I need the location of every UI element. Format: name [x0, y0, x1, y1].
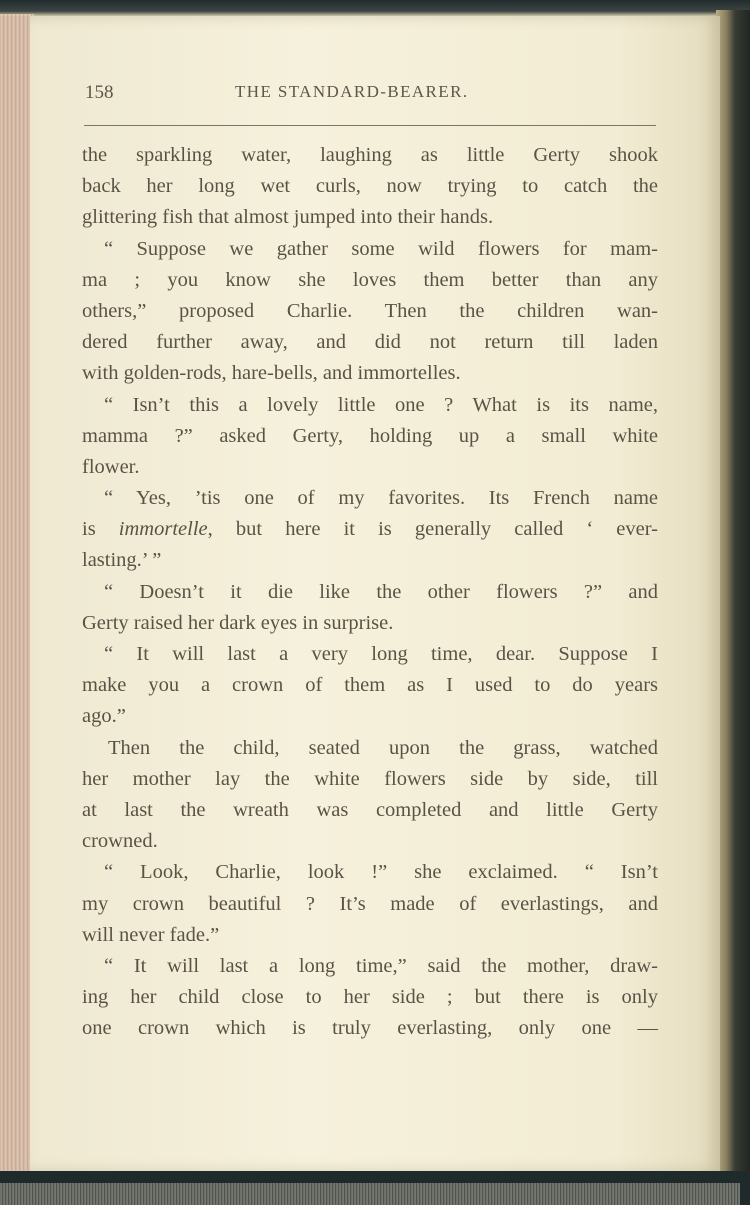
text-line: her mother lay the white flowers side by side, till: [82, 767, 658, 790]
text-line: others,” proposed Charlie. Then the children wan-: [82, 299, 658, 322]
page-header: [55, 82, 655, 112]
text-line: [82, 514, 658, 545]
text-line: glittering fish that almost jumped into their hands.: [82, 206, 494, 229]
header-rule: [84, 125, 656, 126]
text-line: mamma ?” asked Gerty, holding up a small white: [82, 424, 658, 447]
body-text: [82, 140, 658, 1044]
text-line: the sparkling water, laughing as little Gerty shook: [82, 144, 658, 166]
text-line: Gerty raised her dark eyes in surprise.: [82, 611, 394, 634]
text-line: “ Isn’t this a lovely little one ? What is its name,: [104, 393, 658, 416]
text-segment: , but here it is generally called ‘ ever-: [207, 518, 658, 541]
text-line: “ Look, Charlie, look !” she exclaimed. “ Isn’t: [104, 861, 658, 884]
text-line: at last the wreath was completed and little Gerty: [82, 798, 658, 821]
left-page-stack: [0, 14, 34, 1174]
text-line: with golden-rods, hare-bells, and immortelles.: [82, 362, 461, 385]
text-line: Then the child, seated upon the grass, watched: [108, 736, 658, 759]
bottom-page-edges: [0, 1183, 740, 1205]
text-line: “ Doesn’t it die like the other flowers ?” and: [104, 580, 658, 603]
text-line: “ It will last a long time,” said the mother, draw-: [104, 954, 658, 977]
text-line: ago.”: [82, 705, 126, 728]
text-line: “ Suppose we gather some wild flowers for mam-: [104, 237, 658, 260]
text-line: make you a crown of them as I used to do years: [82, 674, 658, 697]
running-head: THE STANDARD-BEARER.: [235, 82, 469, 101]
text-line: lasting.’ ”: [82, 549, 162, 572]
italic-word: immortelle: [118, 518, 208, 541]
text-line: “ Yes, ’tis one of my favorites. Its French name: [104, 487, 658, 510]
text-line: my crown beautiful ? It’s made of everlastings, and: [82, 892, 658, 915]
text-line: will never fade.”: [82, 923, 220, 946]
text-line: flower.: [82, 455, 140, 478]
text-line: “ It will last a very long time, dear. Suppose I: [104, 643, 658, 665]
text-line: crowned.: [82, 830, 158, 853]
text-line: one crown which is truly everlasting, only one —: [82, 1017, 658, 1040]
text-segment: is: [82, 518, 119, 541]
text-line: back her long wet curls, now trying to catch the: [82, 175, 658, 198]
text-line: dered further away, and did not return till laden: [82, 331, 658, 354]
top-binding: [0, 0, 750, 16]
page-number: 158: [85, 82, 114, 103]
book-spine-edge: [716, 10, 750, 1175]
text-line: ma ; you know she loves them better than any: [82, 268, 658, 291]
text-line: ing her child close to her side ; but there is only: [82, 986, 658, 1009]
